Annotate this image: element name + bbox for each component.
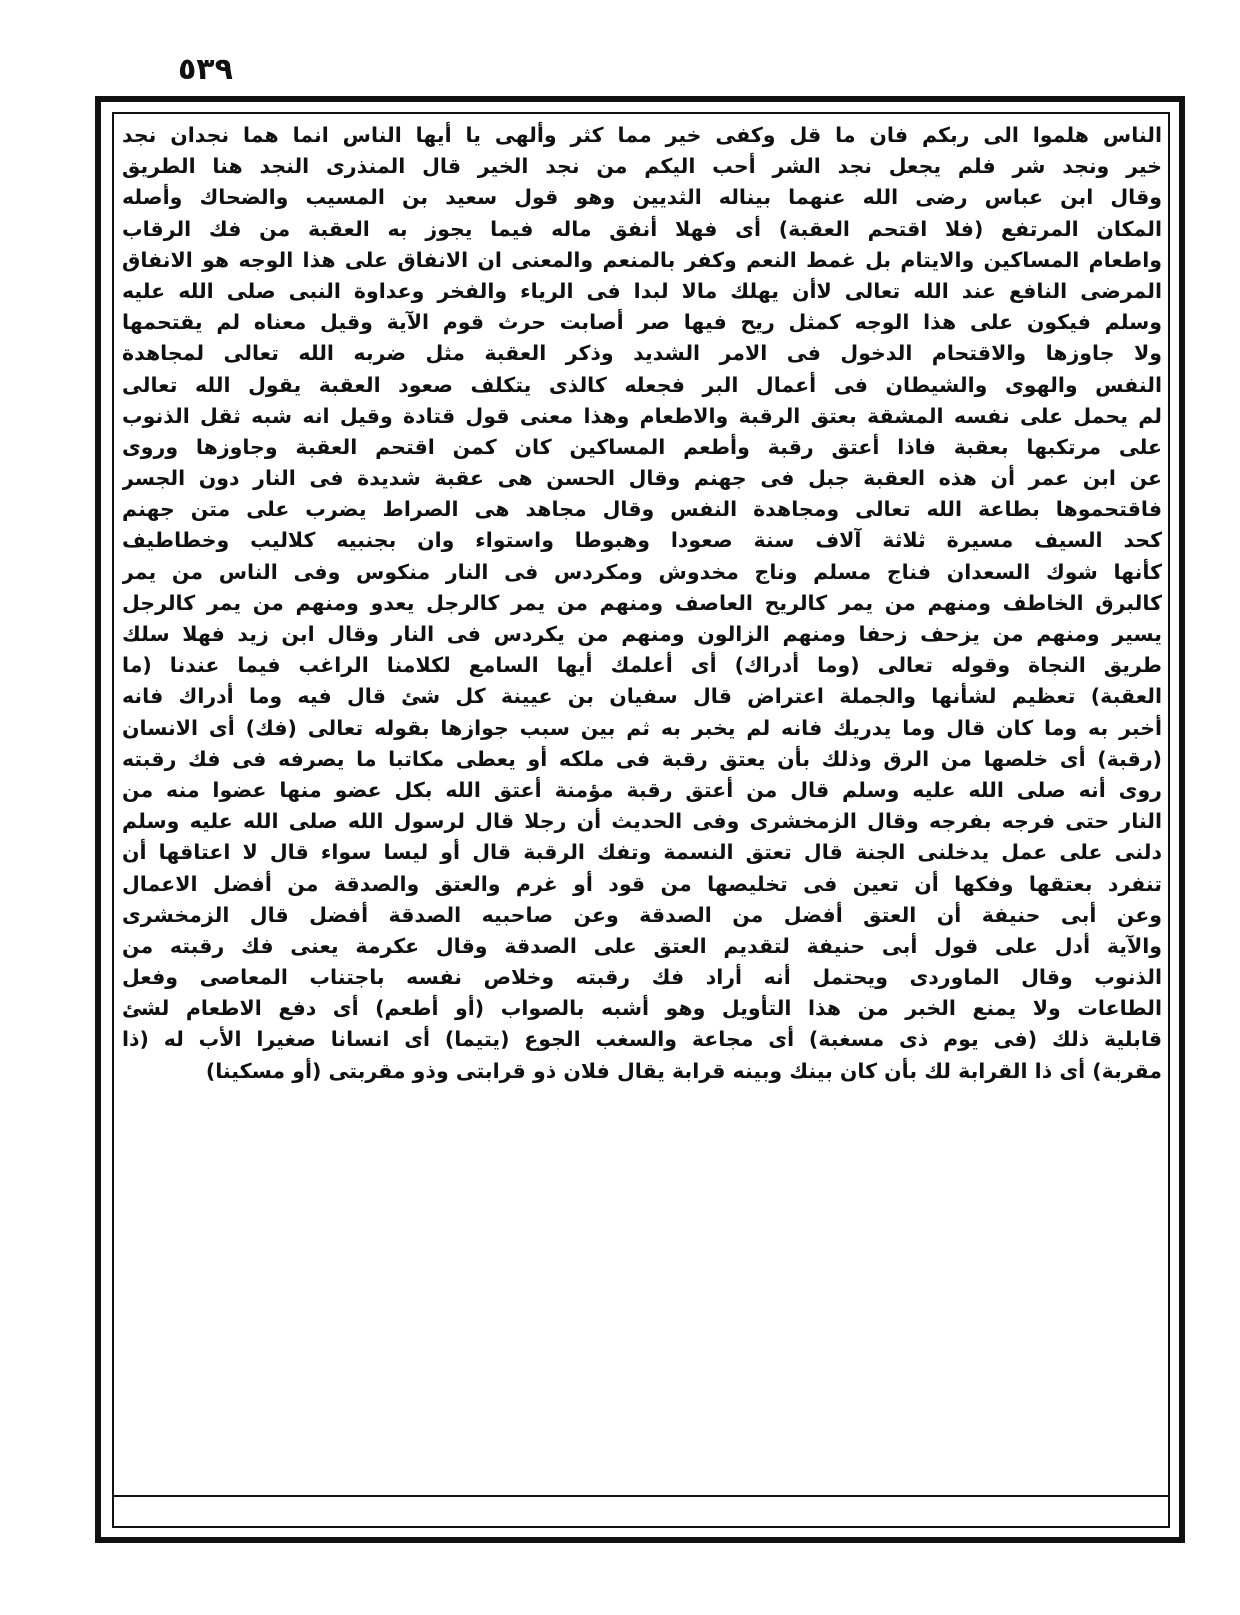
text-line: دلنى على عمل يدخلنى الجنة قال تعتق النسمة وتفك الرقبة قال أو ليسا سواء قال لا اعتاقها أن xyxy=(122,840,1162,865)
text-line: الذنوب وقال الماوردى ويحتمل أنه أراد فك رقبته وخلاص نفسه باجتناب المعاصى وفعل xyxy=(122,965,1162,990)
text-line: والآية أدل على قول أبى حنيفة لتقديم العتق على الصدقة وقال عكرمة يعنى فك رقبته من xyxy=(122,933,1162,958)
text-line: وقال ابن عباس رضى الله عنهما بيناله الثديين وهو قول سعيد بن المسيب والضحاك وأصله xyxy=(122,185,1162,210)
text-line: ولا جاوزها والاقتحام الدخول فى الامر الشديد وذكر العقبة مثل ضربه الله تعالى لمجاهدة xyxy=(122,341,1162,366)
text-line: تنفرد بعتقها وفكها أن تعين فى تخليصها من قود أو غرم والعتق والصدقة من أفضل الاعمال xyxy=(122,871,1162,896)
text-line: أخبر به وما كان قال وما يدريك فانه لم يخبر به ثم بين سبب جوازها بقوله تعالى (فك) أى الانسان xyxy=(122,715,1162,740)
text-line: كأنها شوك السعدان فناج مسلم وناج مخدوش ومكردس فى النار منكوس وفى الناس من يمر xyxy=(122,559,1162,584)
text-line: النار حتى فرجه بفرجه وقال الزمخشرى وفى الحديث أن رجلا قال لرسول الله صلى الله عليه وسلم xyxy=(122,809,1162,834)
page-number: ٥٣٩ xyxy=(178,52,233,87)
text-line: عن ابن عمر أن هذه العقبة جبل فى جهنم وقال الحسن هى عقبة شديدة فى النار دون الجسر xyxy=(122,466,1162,491)
text-line: قابلية ذلك (فى يوم ذى مسغبة) أى مجاعة والسغب الجوع (يتيما) أى انسانا صغيرا الأب له (ذا xyxy=(122,1027,1162,1052)
text-line: المرضى النافع عند الله تعالى لاأن يهلك مالا لبدا فى الرياء والفخر وعداوة النبى صلى الله عليه xyxy=(122,278,1162,303)
text-line: خير ونجد شر فلم يجعل نجد الشر أحب اليكم من نجد الخير قال المنذرى النجد هنا الطريق xyxy=(122,154,1162,179)
text-line: على مرتكبها بعقبة فاذا أعتق رقبة وأطعم المساكين كان كمن اقتحم العقبة وجاوزها وروى xyxy=(122,434,1162,459)
text-line: (رقبة) أى خلصها من الرق وذلك بأن يعتق رقبة فى ملكه أو يعطى مكاتبا ما يصرفه فى فك رقبته xyxy=(122,746,1162,771)
text-line: النفس والهوى والشيطان فى أعمال البر فجعله كالذى يتكلف صعود العقبة يقول الله تعالى xyxy=(122,372,1162,397)
text-line: وسلم فيكون على هذا الوجه كمثل ريح فيها صر أصابت حرث قوم الآية وقيل معناه لم يقتحمها xyxy=(122,310,1162,335)
text-line: الطاعات ولا يمنع الخبر من هذا التأويل وهو أشبه بالصواب (أو أطعم) أى دفع الاطعام لشئ xyxy=(122,996,1162,1021)
text-line: طريق النجاة وقوله تعالى (وما أدراك) أى أعلمك أيها السامع لكلامنا الراغب فيما عندنا (ما xyxy=(122,653,1162,678)
text-line: يسير ومنهم من يزحف زحفا ومنهم الزالون ومنهم من يكردس فى النار وقال ابن زيد فهلا سلك xyxy=(122,622,1162,646)
footer-rule xyxy=(112,1495,1170,1497)
commentary-text xyxy=(122,120,1162,1520)
text-line: العقبة) تعظيم لشأنها والجملة اعتراض قال سفيان بن عيينة كل شئ قال فيه وما أدراك فانه xyxy=(122,684,1162,709)
text-line: كحد السيف مسيرة ثلاثة آلاف سنة صعودا وهبوطا واستواء وان بجنبيه كلاليب وخطاطيف xyxy=(122,528,1162,553)
text-line: مقربة) أى ذا القرابة لك بأن كان بينك وبينه قرابة يقال فلان ذو قرابتى وذو مقربتى (أو مسكينا) xyxy=(205,1058,1162,1083)
text-line: كالبرق الخاطف ومنهم من يمر كالريح العاصف ومنهم من يمر كالرجل يعدو ومنهم من يمر كالرجل xyxy=(122,590,1162,615)
text-line: روى أنه صلى الله عليه وسلم قال من أعتق رقبة مؤمنة أعتق الله بكل عضو منها عضوا منه من xyxy=(122,777,1162,802)
text-line: الناس هلموا الى ربكم فان ما قل وكفى خير مما كثر وألهى يا أيها الناس انما هما نجدان نجد xyxy=(122,123,1162,147)
text-line: المكان المرتفع (فلا اقتحم العقبة) أى فهلا أنفق ماله فيما يجوز به العقبة من فك الرقاب xyxy=(122,216,1162,241)
text-line: وعن أبى حنيفة أن العتق أفضل من الصدقة وعن صاحبيه الصدقة أفضل قال الزمخشرى xyxy=(122,902,1162,927)
text-line: فاقتحموها بطاعة الله تعالى ومجاهدة النفس وقال مجاهد هى الصراط يضرب على متن جهنم xyxy=(122,497,1162,522)
text-line: لم يحمل على نفسه المشقة بعتق الرقبة والاطعام وهذا معنى قول قتادة وقيل انه شبه ثقل الذنوب xyxy=(122,403,1162,428)
text-line: واطعام المساكين والايتام بل غمط النعم وكفر بالمنعم والمعنى ان الانفاق على هذا الوجه هو الانفاق xyxy=(122,247,1162,272)
